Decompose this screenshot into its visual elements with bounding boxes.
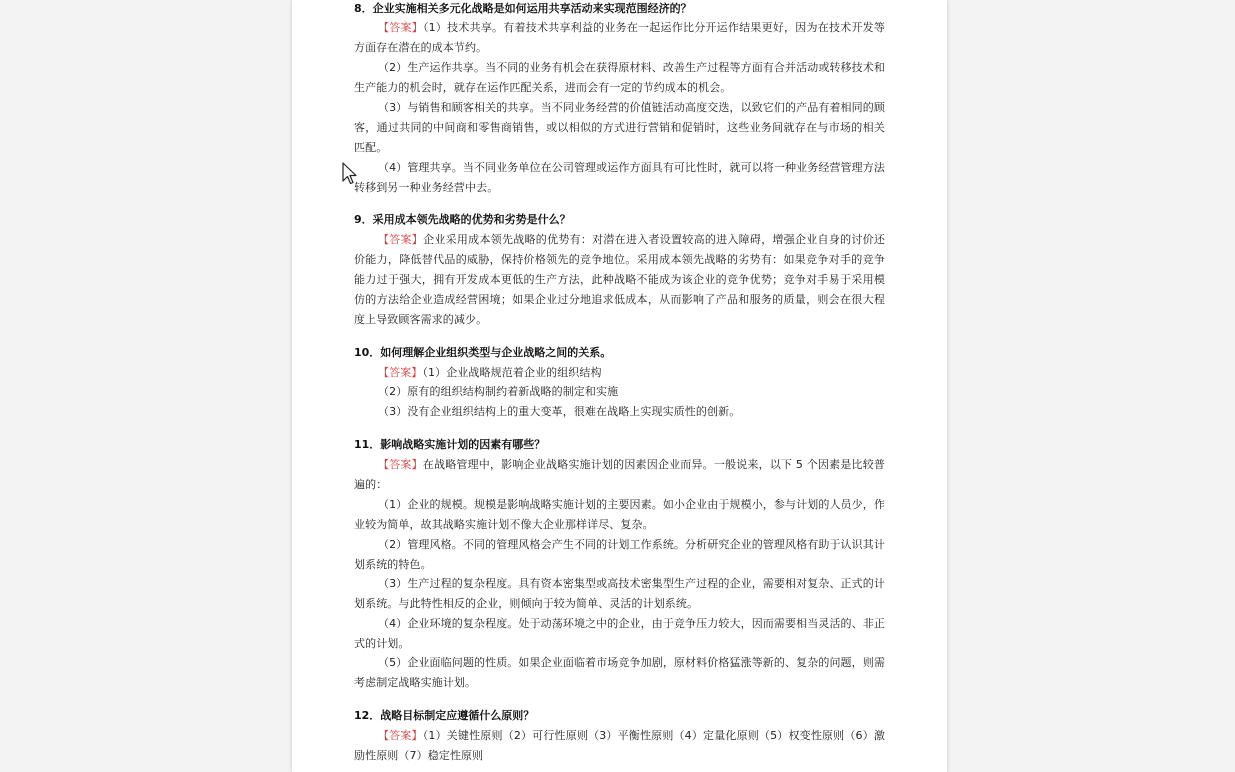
answer-8-p3: （3）与销售和顾客相关的共享。当不同业务经营的价值链活动高度交迭，以致它们的产品有着相同的顾客，通过共同的中间商和零售商销售，或以相似的方式进行营销和促销时，这些业务间就存在与市场的相关匹配。 [354, 101, 885, 154]
answer-8-p2: （2）生产运作共享。当不同的业务有机会在获得原材料、改善生产过程等方面有合并活动或转移技术和生产能力的机会时，就存在运作匹配关系，进而会有一定的节约成本的机会。 [354, 61, 885, 94]
answer-11-p1 [354, 455, 885, 495]
answer-8-p4: （4）管理共享。当不同业务单位在公司管理或运作方面具有可比性时，就可以将一种业务经营管理方法转移到另一种业务经营中去。 [354, 161, 885, 194]
answer-11-p3: （2）管理风格。不同的管理风格会产生不同的计划工作系统。分析研究企业的管理风格有助于认识其计划系统的特色。 [354, 538, 885, 571]
answer-10-p3: （3）没有企业组织结构上的重大变革，很难在战略上实现实质性的创新。 [378, 405, 741, 418]
question-8-heading: 8．企业实施相关多元化战略是如何运用共享活动来实现范围经济的？ [354, 2, 692, 15]
answer-10-p1 [354, 363, 885, 383]
mouse-cursor-icon [342, 162, 358, 186]
answer-12-p1-text: （1）关键性原则（2）可行性原则（3）平衡性原则（4）定量化原则（5）权变性原则（6）激励性原则（7）稳定性原则 [354, 729, 885, 762]
answer-11-p4: （3）生产过程的复杂程度。具有资本密集型或高技术密集型生产过程的企业，需要相对复杂、正式的计划系统。与此特性相反的企业，则倾向于较为简单、灵活的计划系统。 [354, 577, 885, 610]
answer-8-p1 [354, 18, 885, 58]
answer-11-p1-text: 在战略管理中，影响企业战略实施计划的因素因企业而异。一般说来，以下 5 个因素是比较普遍的： [354, 458, 886, 491]
answer-11-p2: （1）企业的规模。规模是影响战略实施计划的主要因素。如小企业由于规模小，参与计划的人员少，作业较为简单，故其战略实施计划不像大企业那样详尽、复杂。 [354, 498, 885, 531]
question-9-heading: 9．采用成本领先战略的优势和劣势是什么？ [354, 213, 571, 226]
answer-9-p1-text: 企业采用成本领先战略的优势有：对潜在进入者设置较高的进入障碍，增强企业自身的讨价还价能力，降低替代品的威胁，保持价格领先的竞争地位。采用成本领先战略的劣势有：如果竞争对手的竞争能力过于强大，拥有开发成本更低的生产方法，此种战略不能成为该企业的竞争优势；竞争对手易于采用模仿的方法给企业造成经营困境；如果企业过分地追求低成本，从而影响了产品和服务的质量，则会在很大程度上导致顾客需求的减少。 [354, 233, 885, 326]
answer-10-p1-text: （1）企业战略规范着企业的组织结构 [422, 366, 602, 379]
answer-tag: 【答案】 [378, 233, 424, 246]
document-page [292, 0, 947, 772]
question-10-heading: 10．如何理解企业组织类型与企业战略之间的关系。 [354, 346, 612, 359]
answer-11-p5: （4）企业环境的复杂程度。处于动荡环境之中的企业，由于竞争压力较大，因而需要相当灵活的、非正式的计划。 [354, 617, 885, 650]
answer-11-p6: （5）企业面临问题的性质。如果企业面临着市场竞争加剧，原材料价格猛涨等新的、复杂的问题，则需考虑制定战略实施计划。 [354, 656, 885, 689]
question-12-heading: 12．战略目标制定应遵循什么原则？ [354, 709, 535, 722]
answer-tag: 【答案】 [378, 21, 423, 34]
answer-12-p1 [354, 726, 885, 766]
answer-tag: 【答案】 [378, 366, 423, 379]
answer-10-p2: （2）原有的组织结构制约着新战略的制定和实施 [378, 385, 619, 398]
answer-8-p1-text: （1）技术共享。有着技术共享利益的业务在一起运作比分开运作结果更好，因为在技术开发等方面存在潜在的成本节约。 [354, 21, 885, 54]
answer-tag: 【答案】 [378, 729, 423, 742]
question-11-heading: 11．影响战略实施计划的因素有哪些？ [354, 438, 546, 451]
answer-9-p1 [354, 230, 885, 330]
answer-tag: 【答案】 [378, 458, 423, 471]
